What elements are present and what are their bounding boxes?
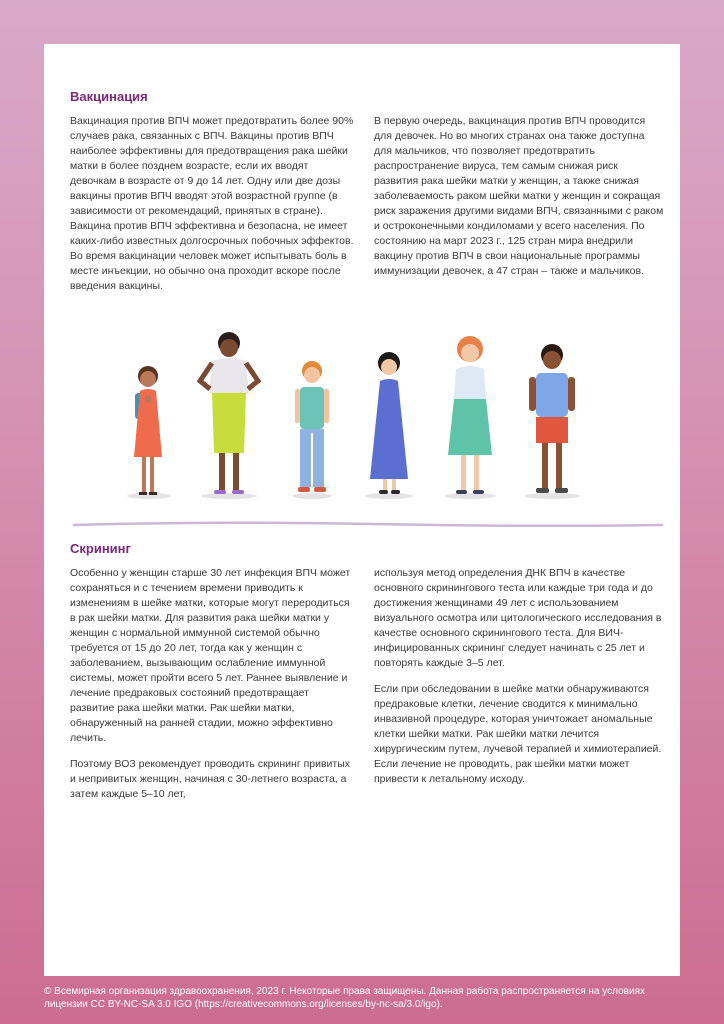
vaccination-paragraph: Вакцинация против ВПЧ может предотвратить более 90% случаев рака, связанных с ВПЧ. Вакцины против ВПЧ наиболее эффективны для предотвращения рака шейки матки в более позднем возрасте, если их вводят девочкам в возрасте от 9 до 14 лет. Одну или две дозы вакцины против ВПЧ вводят этой возрастной группе (в зависимости от рекомендаций, принятых в стране). Вакцина против ВПЧ эффективна и безопасна, не имеет каких-либо известных долгосрочных побочных эффектов. Во время вакцинации человек может испытывать боль в месте инъекции, но обычно она проходит вскоре после введения вакцины. bbox=[70, 115, 354, 292]
vaccination-left-column bbox=[70, 114, 356, 305]
document-page bbox=[44, 44, 680, 976]
copyright-footer: © Всемирная организация здравоохранения, 2023 г. Некоторые права защищены. Данная работа распространяется на условиях лицензии CC BY-NC-SA 3.0 IGO (https://creativecommons.org/licenses/by-nc-sa/3.0/igo). bbox=[44, 986, 645, 1010]
screening-paragraph: Поэтому ВОЗ рекомендует проводить скрининг привитых и непривитых женщин, начиная с 30-летнего возраста, а затем каждые 5–10 лет, bbox=[70, 758, 351, 800]
screening-right-column bbox=[374, 566, 664, 798]
vaccination-right-column bbox=[374, 114, 664, 290]
screening-paragraph: используя метод определения ДНК ВПЧ в качестве основного скринингового теста или каждые три года и до достижения женщинами 49 лет с использованием визуального осмотра или цитологического исследования в качестве основного скринингового теста. Для ВИЧ-инфицированных скрининг следует начинать с 25 лет и повторять каждые 3–5 лет. bbox=[374, 567, 662, 669]
woman-green-skirt-figure bbox=[200, 332, 258, 494]
boy-blue-shirt-figure bbox=[529, 344, 575, 493]
section-divider bbox=[72, 520, 664, 530]
girl-orange-dress-figure bbox=[134, 366, 162, 495]
woman-teal-skirt-figure bbox=[448, 336, 492, 494]
people-illustration bbox=[104, 329, 624, 504]
screening-heading: Скрининг bbox=[70, 541, 131, 556]
screening-paragraph: Особенно у женщин старше 30 лет инфекция ВПЧ может сохраняться и с течением времени приводить к изменениям в шейке матки, которые могут переродиться в рак шейки матки. Для развития рака шейки матки у женщин с нормальной иммунной системой обычно требуется от 15 до 20 лет, тогда как у женщин с заболеванием, вызывающим ослабление иммунной системы, может пройти всего 5 лет. Раннее выявление и лечение предраковых состояний предотвращает развитие рака шейки матки. Рак шейки матки, обнаруженный на ранней стадии, можно эффективно лечить. bbox=[70, 567, 351, 744]
vaccination-paragraph: В первую очередь, вакцинация против ВПЧ проводится для девочек. Но во многих странах она также доступна для мальчиков, что позволяет предотвратить распространение вируса, тем самым снижая риск развития рака шейки матки у женщин, а также снижая заболеваемость раком шейки матки у женщин и сокращая риск заражения другими видами ВПЧ, связанными с раком и остроконечными кондиломами у всего населения. По состоянию на март 2023 г., 125 стран мира внедрили вакцину против ВПЧ в свои национальные программы иммунизации девочек, а 47 стран – также и мальчиков. bbox=[374, 115, 664, 277]
screening-left-column bbox=[70, 566, 356, 813]
woman-blue-dress-figure bbox=[370, 352, 408, 494]
vaccination-heading: Вакцинация bbox=[70, 89, 148, 104]
screening-paragraph: Если при обследовании в шейке матки обнаруживаются предраковые клетки, лечение сводится к минимально инвазивной процедуре, которая уничтожает аномальные клетки шейки матки. Рак шейки матки лечится хирургическим путем, лучевой терапией и химиотерапией. Если лечение не проводить, рак шейки матки может привести к летальному исходу. bbox=[374, 683, 662, 785]
boy-teal-shirt-figure bbox=[295, 361, 329, 492]
